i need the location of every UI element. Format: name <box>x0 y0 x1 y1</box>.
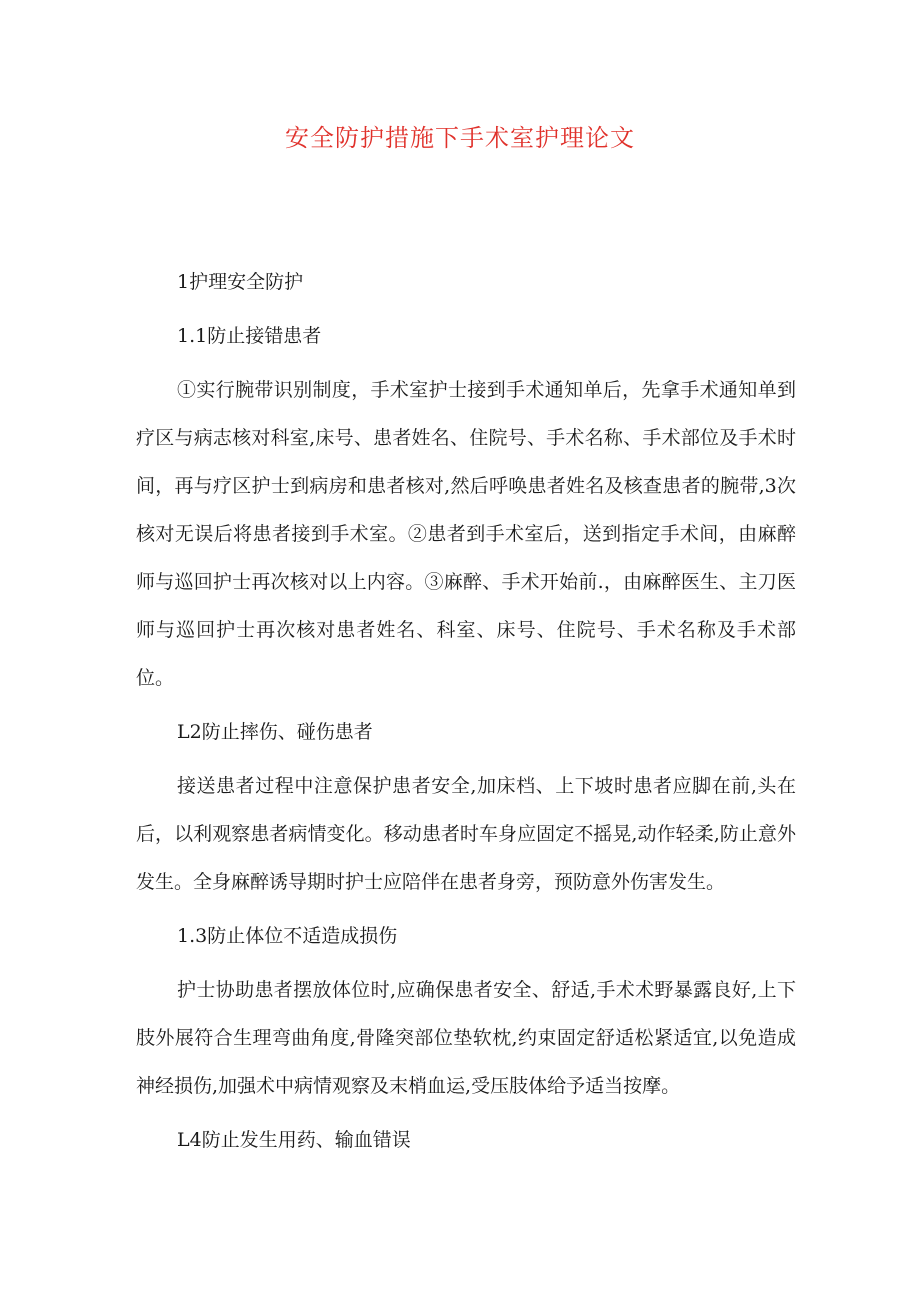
paragraph-1-1: ①实行腕带识别制度，手术室护士接到手术通知单后，先拿手术通知单到疗区与病志核对科室,床号、患者姓名、住院号、手术名称、手术部位及手术时间，再与疗区护士到病房和患者核对,然后呼唤患者姓名及核查患者的腕带,3次核对无误后将患者接到手术室。②患者到手术室后，送到指定手术间，由麻醉师与巡回护士再次核对以上内容。③麻醉、手术开始前.，由麻醉医生、主刀医师与巡回护士再次核对患者姓名、科室、床号、住院号、手术名称及手术部位。 <box>136 379 796 689</box>
paragraph-1-2: 接送患者过程中注意保护患者安全,加床档、上下坡时患者应脚在前,头在后，以利观察患者病情变化。移动患者时车身应固定不摇晃,动作轻柔,防止意外发生。全身麻醉诱导期时护士应陪伴在患者身旁，预防意外伤害发生。 <box>136 775 796 893</box>
paragraph-1-3: 护士协助患者摆放体位时,应确保患者安全、舒适,手术术野暴露良好,上下肢外展符合生理弯曲角度,骨隆突部位垫软枕,约束固定舒适松紧适宜,以免造成神经损伤,加强术中病情观察及末梢血运,受压肢体给予适当按摩。 <box>136 979 796 1097</box>
section-heading-1-4: L4防止发生用药、输血错误 <box>177 1129 411 1151</box>
section-heading-1-1: 1.1防止接错患者 <box>177 325 322 347</box>
section-heading-1-2: L2防止摔伤、碰伤患者 <box>177 721 373 743</box>
section-heading-1: 1护理安全防护 <box>177 271 304 293</box>
document-title: 安全防护措施下手术室护理论文 <box>285 124 635 152</box>
document-body <box>136 258 796 1170</box>
section-heading-1-3: 1.3防止体位不适造成损伤 <box>177 925 398 947</box>
